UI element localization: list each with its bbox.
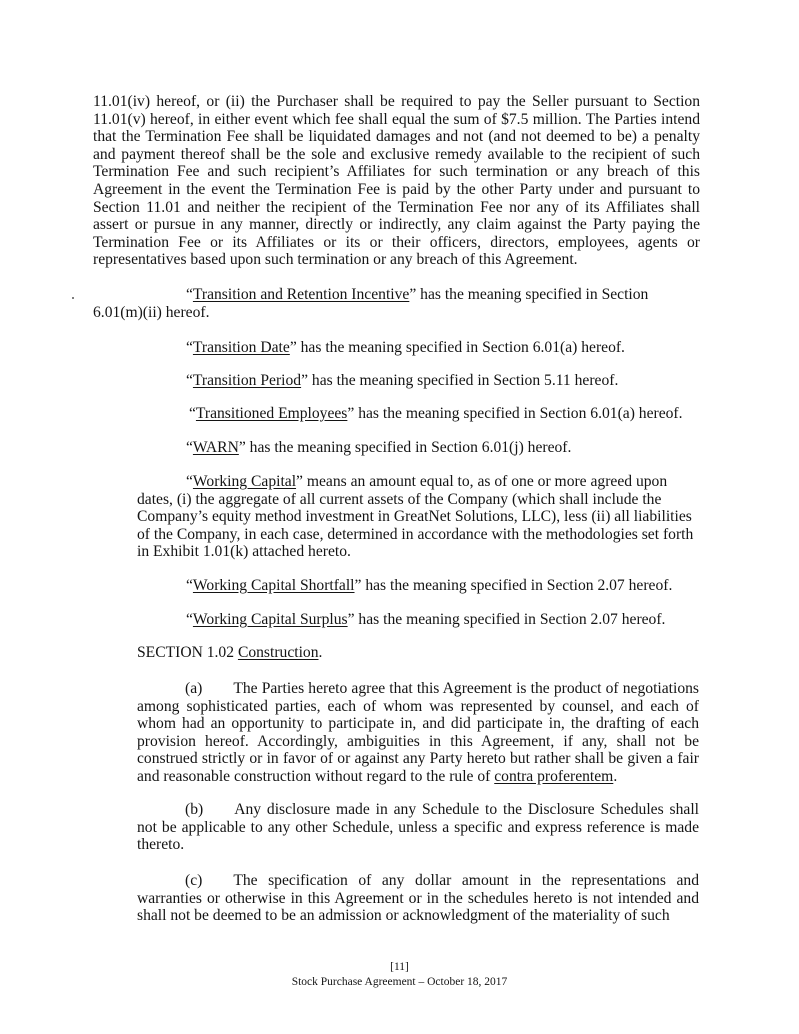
latin-term: contra proferentem [494, 767, 614, 785]
defined-term: WARN [192, 439, 239, 456]
defined-term: Transition Date [192, 339, 290, 356]
defined-term: Working Capital [192, 473, 297, 490]
defined-term: Transitioned Employees [195, 405, 348, 422]
definition-transition-retention-incentive: “Transition and Retention Incentive” has the meaning specified in Section 6.01(m)(ii) hereof. [93, 286, 649, 321]
defined-term: Working Capital Shortfall [192, 577, 355, 594]
page-number: [11] [390, 961, 409, 973]
definition-working-capital-surplus: “Working Capital Surplus” has the meaning specified in Section 2.07 hereof. [186, 611, 666, 628]
definition-transitioned-employees: “Transitioned Employees” has the meaning specified in Section 6.01(a) hereof. [189, 405, 683, 422]
definition-warn: “WARN” has the meaning specified in Section 6.01(j) hereof. [186, 439, 572, 456]
paragraph-termination-fee: 11.01(iv) hereof, or (ii) the Purchaser shall be required to pay the Seller pursuant to Section 11.01(v) hereof, in either event which fee shall equal the sum of $7.5 million. The Parties intend that the Termination Fee shall be liquidated damages and not (and not deemed to be) a penalty and payment thereof shall be the sole and exclusive remedy available to the recipient of such Termination Fee and such recipient’s Affiliates for such termination or any breach of this Agreement in the event the Termination Fee is paid by the other Party under and pursuant to Section 11.01 and neither the recipient of the Termination Fee nor any of its Affiliates shall assert or pursue in any manner, directly or indirectly, any claim against the Party paying the Termination Fee or its Affiliates or its or their officers, directors, employees, agents or representatives based upon such termination or any breach of this Agreement. [93, 93, 700, 269]
definition-transition-period: “Transition Period” has the meaning specified in Section 5.11 hereof. [186, 372, 619, 389]
definition-working-capital: “Working Capital” means an amount equal to, as of one or more agreed upon dates, (i) the aggregate of all current assets of the Company (which shall include the Company’s equity method investment in GreatNet Solutions, LLC), less (ii) all liabilities of the Company, in each case, determined in accordance with the methodologies set forth in Exhibit 1.01(k) attached hereto. [137, 473, 694, 561]
footer-title: Stock Purchase Agreement – October 18, 2017 [291, 976, 508, 988]
clause-b: (b) Any disclosure made in any Schedule to the Disclosure Schedules shall not be applicable to any other Schedule, unless a specific and express reference is made thereto. [137, 801, 699, 854]
section-heading-1-02: SECTION 1.02 Construction. [137, 644, 323, 661]
section-title: Construction [237, 644, 319, 661]
clause-c: (c) The specification of any dollar amount in the representations and warranties or otherwise in this Agreement or in the schedules hereto is not intended and shall not be deemed to be an admission or acknowledgment of the materiality of such [137, 872, 699, 925]
definition-transition-date: “Transition Date” has the meaning specified in Section 6.01(a) hereof. [186, 339, 625, 356]
clause-a: (a) The Parties hereto agree that this Agreement is the product of negotiations among sophisticated parties, each of whom was represented by counsel, and each of whom had an opportunity to participate in, and did participate in, the drafting of each provision hereof. Accordingly, ambiguities in this Agreement, if any, shall not be construed strictly or in favor of or against any Party hereto but rather shall be given a fair and reasonable construction without regard to the rule of contra proferentem. [137, 680, 699, 785]
defined-term: Transition Period [192, 372, 302, 389]
definition-working-capital-shortfall: “Working Capital Shortfall” has the meaning specified in Section 2.07 hereof. [186, 577, 673, 594]
stray-mark [72, 297, 74, 299]
defined-term: Transition and Retention Incentive [192, 286, 410, 303]
defined-term: Working Capital Surplus [192, 611, 348, 628]
